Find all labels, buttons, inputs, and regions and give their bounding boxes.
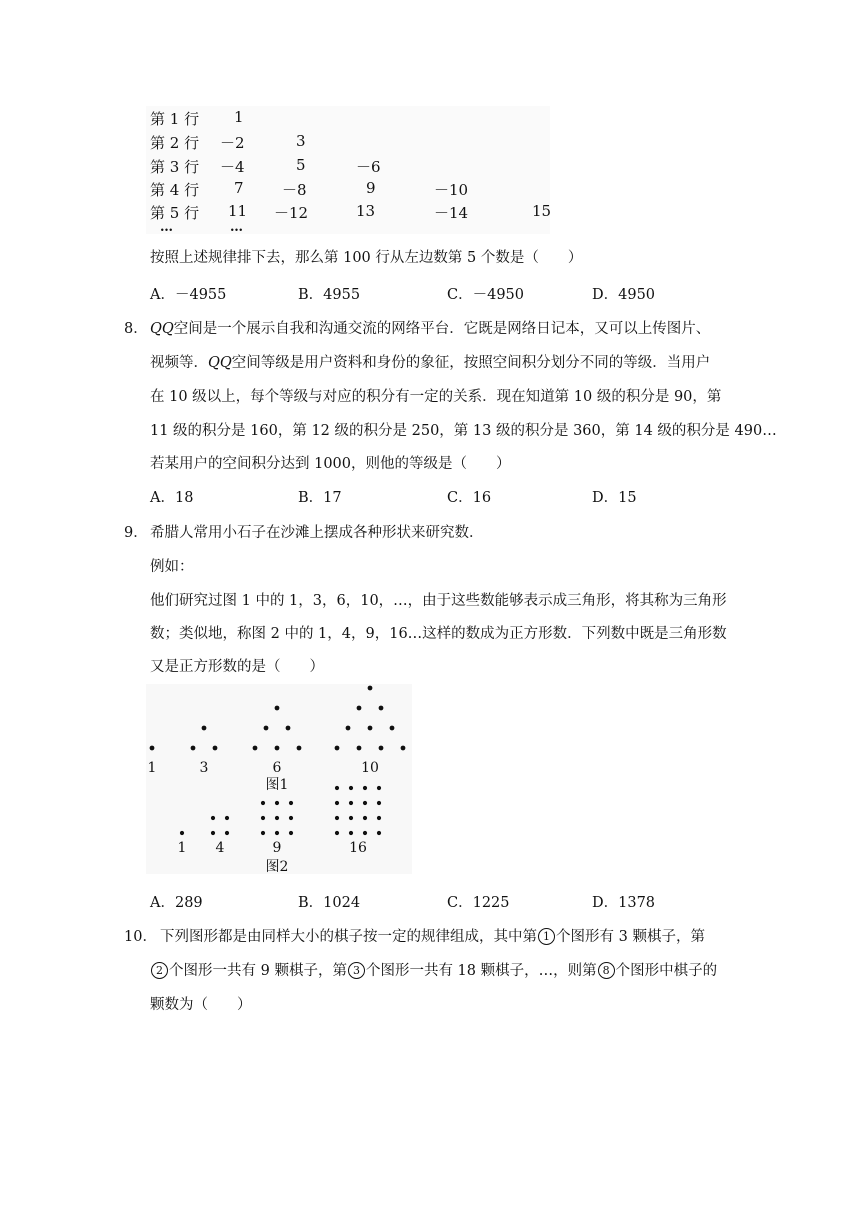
stone-dot (261, 801, 265, 805)
table-cell: 1 (234, 108, 244, 126)
stone-dot (368, 726, 373, 731)
dots-diagram (146, 684, 412, 874)
stone-dot (335, 816, 339, 820)
stone-dot (261, 831, 265, 835)
stone-dot (349, 801, 353, 805)
stone-dot (275, 831, 279, 835)
stone-dot (349, 786, 353, 790)
q8-line-1-text: 空间是一个展示自我和沟通交流的网络平台．它既是网络日记本，又可以上传图片、 (173, 321, 711, 337)
stone-dot (275, 801, 279, 805)
q8-line-4: 11 级的积分是 160，第 12 级的积分是 250，第 13 级的积分是 360，第 14 级的积分是 490… (150, 423, 777, 439)
q9-line-1: 希腊人常用小石子在沙滩上摆成各种形状来研究数． (150, 525, 484, 541)
stone-dot (335, 786, 339, 790)
row-label: 第 3 行 (150, 158, 200, 176)
qq-term: QQ (208, 355, 232, 371)
table-cell: 15 (532, 202, 552, 220)
q8-number: 8． (124, 321, 148, 337)
stone-dot (346, 726, 351, 731)
stone-dot (363, 816, 367, 820)
figurate-numbers-figure (146, 684, 412, 874)
qq-term: QQ (150, 321, 174, 337)
stone-dot (357, 706, 362, 711)
stone-dot (363, 786, 367, 790)
q8-option-d: D．15 (592, 490, 637, 506)
stone-dot (379, 746, 384, 751)
table-cell: －8 (282, 181, 307, 199)
stone-dot (286, 726, 291, 731)
q8-line-2 (150, 351, 710, 372)
q7-option-c: C．－4950 (447, 287, 524, 303)
table-cell: －2 (220, 134, 245, 152)
stone-dot (335, 801, 339, 805)
q9-number: 9． (124, 525, 148, 541)
table-cell: 13 (356, 202, 376, 220)
circled-number: 3 (348, 962, 365, 979)
q10-line-3: 颗数为（ ） (150, 997, 252, 1013)
q10-text: 个图形一共有 9 颗棋子，第 (169, 963, 347, 979)
q9-line-3: 他们研究过图 1 中的 1，3，6，10，…，由于这些数能够表示成三角形，将其称为三角形 (150, 593, 727, 609)
table-cell: 7 (234, 179, 244, 197)
stone-dot (261, 816, 265, 820)
q9-option-a: A．289 (150, 895, 203, 911)
triangle-label: 3 (199, 760, 209, 776)
table-cell: －12 (274, 204, 309, 222)
q10-number: 10． (124, 929, 157, 945)
table-cell: 5 (296, 156, 306, 174)
stone-dot (363, 801, 367, 805)
q7-question: 按照上述规律排下去，那么第 100 行从左边数第 5 个数是（ ） (150, 250, 583, 266)
stone-dot (180, 831, 184, 835)
circled-number: 8 (598, 962, 615, 979)
q8-line-5: 若某用户的空间积分达到 1000，则他的等级是（ ） (150, 456, 511, 472)
q7-option-d: D．4950 (592, 287, 656, 303)
q10-text: 个图形一共有 18 颗棋子，…，则第 (365, 963, 597, 979)
stone-dot (377, 801, 381, 805)
stone-dot (253, 746, 258, 751)
stone-dot (349, 816, 353, 820)
table-cell: －14 (434, 204, 469, 222)
stone-dot (202, 726, 207, 731)
stone-dot (225, 816, 229, 820)
q9-line-5: 又是正方形数的是（ ） (150, 659, 324, 675)
stone-dot (335, 831, 339, 835)
q8-line-3: 在 10 级以上，每个等级与对应的积分有一定的关系．现在知道第 10 级的积分是 90，第 (150, 389, 722, 405)
q9-option-b: B．1024 (298, 895, 361, 911)
stone-dot (390, 726, 395, 731)
q7-option-b: B．4955 (298, 287, 361, 303)
circled-number: 2 (151, 962, 168, 979)
q10-line-2 (150, 959, 717, 980)
square-label: 9 (272, 840, 282, 856)
triangle-label: 1 (147, 760, 157, 776)
square-label: 16 (349, 840, 367, 856)
q9-line-4: 数；类似地，称图 2 中的 1，4，9，16…这样的数成为正方形数．下列数中既是三角形数 (150, 626, 727, 642)
stone-dot (357, 746, 362, 751)
table-cell: 9 (366, 179, 376, 197)
circled-number: 1 (538, 928, 555, 945)
table-cell: 3 (296, 132, 306, 150)
figure-1-caption: 图1 (265, 777, 289, 793)
q9-option-c: C．1225 (447, 895, 510, 911)
stone-dot (150, 746, 155, 751)
number-table-figure (146, 106, 550, 234)
table-cell: 11 (228, 202, 248, 220)
stone-dot (275, 746, 280, 751)
q8-line-2-text: 空间等级是用户资料和身份的象征，按照空间积分划分不同的等级．当用户 (231, 355, 711, 371)
q9-line-2: 例如： (150, 559, 194, 575)
stone-dot (191, 746, 196, 751)
q8-line-2-pre: 视频等． (150, 355, 208, 371)
stone-dot (275, 816, 279, 820)
table-cell: －10 (434, 181, 469, 199)
stone-dot (289, 816, 293, 820)
table-cell: －6 (356, 158, 381, 176)
row-label: 第 1 行 (150, 110, 200, 128)
ellipsis: … (160, 220, 174, 235)
table-cell: －4 (220, 158, 245, 176)
q8-line-1 (150, 317, 710, 338)
stone-dot (275, 706, 280, 711)
q9-option-d: D．1378 (592, 895, 656, 911)
q10-line-1 (160, 925, 705, 946)
stone-dot (213, 746, 218, 751)
stone-dot (349, 831, 353, 835)
stone-dot (377, 831, 381, 835)
figure-2-caption: 图2 (265, 859, 289, 874)
stone-dot (379, 706, 384, 711)
ellipsis: … (230, 220, 244, 235)
stone-dot (211, 816, 215, 820)
q10-text: 个图形有 3 颗棋子，第 (556, 929, 705, 945)
row-label: 第 2 行 (150, 134, 200, 152)
stone-dot (363, 831, 367, 835)
stone-dot (264, 726, 269, 731)
q8-option-a: A．18 (150, 490, 194, 506)
stone-dot (401, 746, 406, 751)
stone-dot (335, 746, 340, 751)
stone-dot (225, 831, 229, 835)
stone-dot (289, 831, 293, 835)
triangle-label: 10 (361, 760, 379, 776)
stone-dot (289, 801, 293, 805)
square-label: 4 (215, 840, 225, 856)
stone-dot (377, 816, 381, 820)
q8-option-c: C．16 (447, 490, 492, 506)
stone-dot (211, 831, 215, 835)
triangle-label: 6 (272, 760, 282, 776)
q7-option-a: A．－4955 (150, 287, 227, 303)
stone-dot (368, 686, 373, 691)
square-label: 1 (177, 840, 187, 856)
q10-text: 下列图形都是由同样大小的棋子按一定的规律组成，其中第 (160, 929, 537, 945)
stone-dot (377, 786, 381, 790)
stone-dot (297, 746, 302, 751)
q8-option-b: B．17 (298, 490, 342, 506)
row-label: 第 5 行 (150, 204, 200, 222)
q10-text: 个图形中棋子的 (615, 963, 718, 979)
row-label: 第 4 行 (150, 181, 200, 199)
